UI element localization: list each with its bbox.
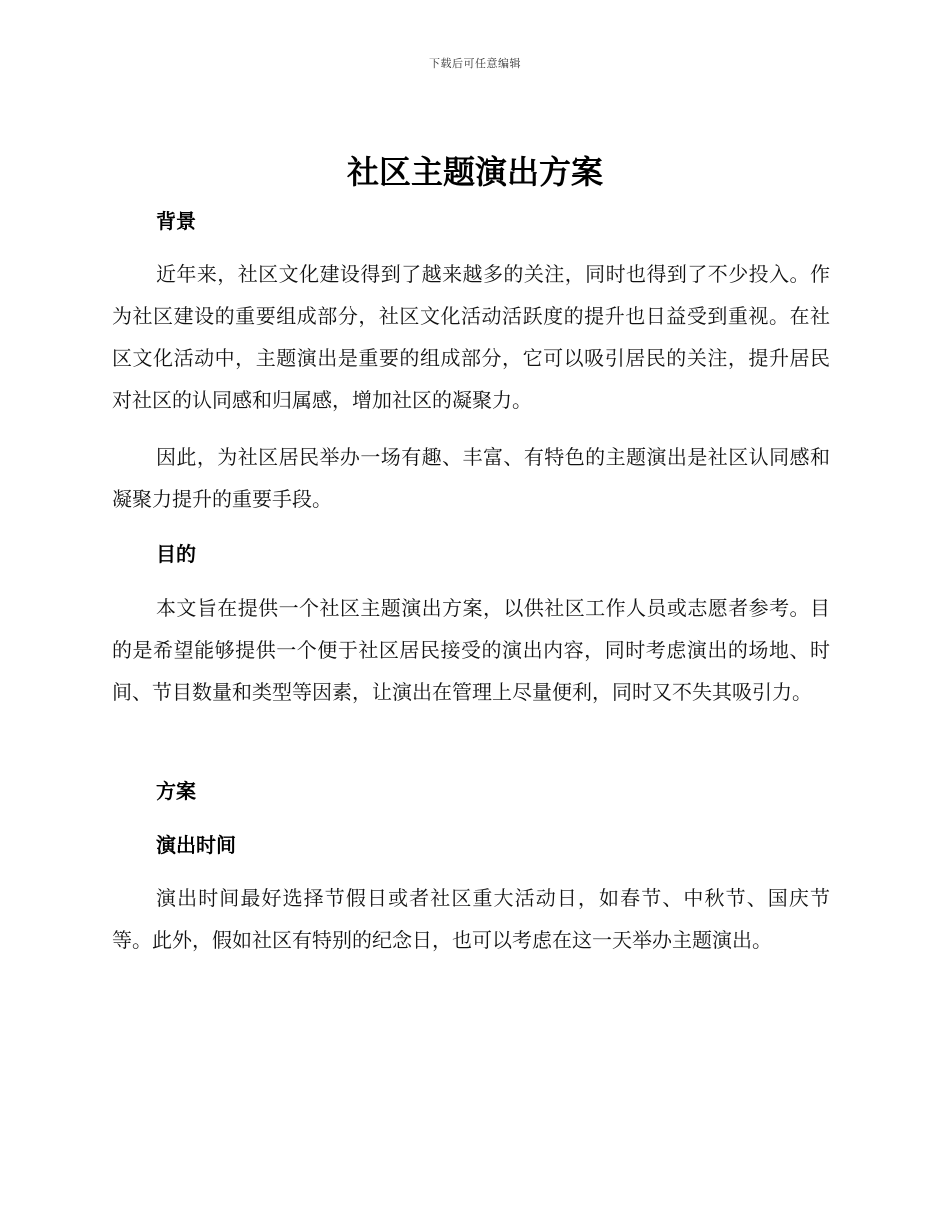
paragraph-purpose-1: 本文旨在提供一个社区主题演出方案，以供社区工作人员或志愿者参考。目的是希望能够提供一个便于社区居民接受的演出内容，同时考虑演出的场地、时间、节目数量和类型等因素，让演出在管理上尽量便利，同时又不失其吸引力。 [112,596,830,704]
heading-purpose: 目的 [156,542,196,566]
paragraph-background-1: 近年来，社区文化建设得到了越来越多的关注，同时也得到了不少投入。作为社区建设的重要组成部分，社区文化活动活跃度的提升也日益受到重视。在社区文化活动中，主题演出是重要的组成部分，它可以吸引居民的关注，提升居民对社区的认同感和归属感，增加社区的凝聚力。 [112,262,830,412]
heading-background: 背景 [156,209,196,233]
document-title: 社区主题演出方案 [346,153,603,191]
heading-plan: 方案 [156,779,196,803]
heading-performance-time: 演出时间 [156,833,236,857]
paragraph-time-1: 演出时间最好选择节假日或者社区重大活动日，如春节、中秋节、国庆节等。此外，假如社区有特别的纪念日，也可以考虑在这一天举办主题演出。 [112,886,830,952]
header-note: 下载后可任意编辑 [429,57,521,70]
paragraph-background-2: 因此，为社区居民举办一场有趣、丰富、有特色的主题演出是社区认同感和凝聚力提升的重要手段。 [112,445,830,511]
